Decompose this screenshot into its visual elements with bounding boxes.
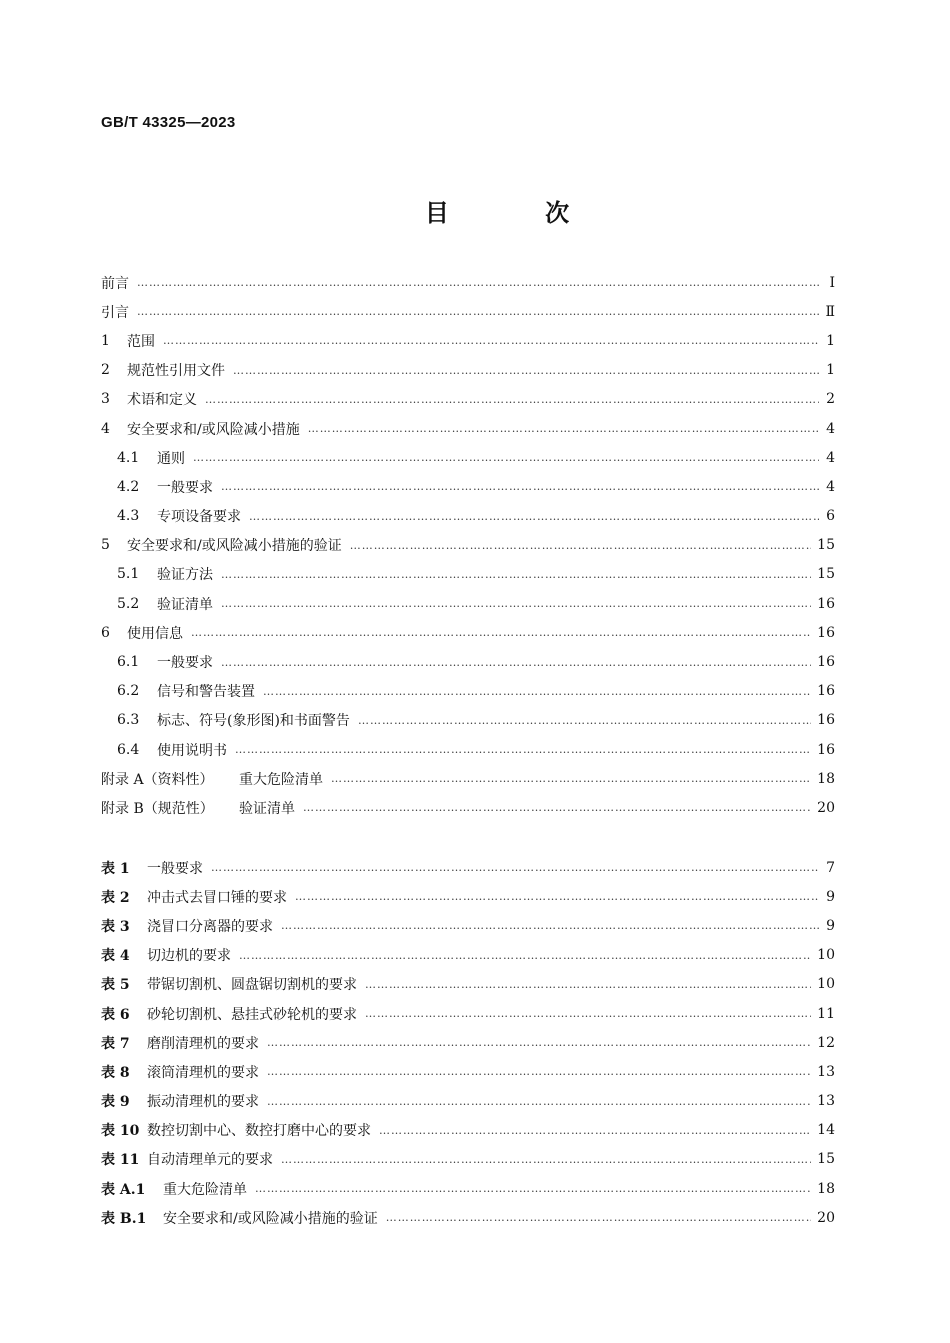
toc-entry-number: 1 [101, 332, 110, 349]
dot-leader [267, 1095, 811, 1108]
table-list-entry-page: 14 [817, 1122, 835, 1139]
dot-leader [365, 1007, 811, 1020]
toc-entry-number: 6.3 [117, 712, 140, 729]
toc-entry[interactable] [101, 618, 835, 647]
toc-entry[interactable] [101, 385, 835, 414]
table-list-entry-page: 10 [817, 976, 835, 993]
table-list-entry-title: 一般要求 [147, 860, 203, 877]
toc-entry-title: 使用信息 [127, 625, 183, 642]
toc-entry-title: 通则 [157, 450, 185, 467]
dot-leader [163, 334, 819, 347]
table-list-entry-title: 冲击式去冒口锤的要求 [147, 889, 287, 906]
table-list-entry-title: 滚筒清理机的要求 [147, 1064, 259, 1081]
table-list-entry[interactable] [101, 853, 835, 882]
table-list-entry-title: 磨削清理机的要求 [147, 1035, 259, 1052]
toc-entry-title: 前言 [101, 275, 129, 292]
toc-entry-page: 16 [817, 654, 835, 671]
table-list-entry-page: 12 [817, 1034, 835, 1051]
table-list-entry-page: 18 [817, 1180, 835, 1197]
dot-leader [235, 743, 811, 756]
table-list-entry-title: 数控切割中心、数控打磨中心的要求 [147, 1123, 371, 1140]
toc-entry[interactable] [101, 297, 835, 326]
table-list-entry-number: 表 5 [101, 977, 130, 994]
toc-entry-page: 16 [817, 624, 835, 641]
toc-entry[interactable] [101, 356, 835, 385]
toc-entry-title: 范围 [127, 333, 155, 350]
toc-entry[interactable] [101, 764, 835, 793]
toc-entry[interactable] [101, 502, 835, 531]
dot-leader [365, 978, 811, 991]
dot-leader [267, 1065, 811, 1078]
toc-entry[interactable] [101, 589, 835, 618]
toc-entry-title: 重大危险清单 [239, 771, 323, 788]
toc-entry-page: 4 [826, 449, 835, 466]
toc-entry-page: Ⅱ [825, 303, 835, 320]
table-list-entry-number: 表 6 [101, 1006, 130, 1023]
toc-entry-number: 2 [101, 362, 110, 379]
dot-leader [267, 1036, 811, 1049]
toc-entry-number: 3 [101, 391, 110, 408]
dot-leader [211, 861, 819, 874]
toc-entry-page: 6 [826, 508, 835, 525]
toc-entry-page: 18 [817, 770, 835, 787]
toc-entry-page: 16 [817, 741, 835, 758]
toc-entry-title: 规范性引用文件 [127, 363, 225, 380]
table-list-entry-page: 7 [826, 859, 835, 876]
dot-leader [303, 801, 811, 814]
dot-leader [281, 919, 819, 932]
toc-entry-title: 一般要求 [157, 655, 213, 672]
dot-leader [239, 949, 811, 962]
table-list-entry-number: 表 3 [101, 918, 130, 935]
table-list-entry-page: 13 [817, 1063, 835, 1080]
table-list-entry-number: 表 8 [101, 1064, 130, 1081]
page-title: 目 次 [424, 199, 614, 227]
table-list-entry[interactable] [101, 1057, 835, 1086]
toc-entry[interactable] [101, 443, 835, 472]
toc-entry-page: 20 [817, 799, 835, 816]
dot-leader [295, 890, 819, 903]
toc-entry[interactable] [101, 531, 835, 560]
dot-leader [379, 1124, 811, 1137]
toc-entry-title: 验证清单 [157, 596, 213, 613]
toc-entry-number: 6.1 [117, 654, 140, 671]
toc-entry-page: 15 [817, 537, 835, 554]
toc-entry[interactable] [101, 326, 835, 355]
dot-leader [331, 772, 811, 785]
table-list-entry-number: 表 B.1 [101, 1210, 147, 1227]
toc-entry-title: 安全要求和/或风险减小措施 [127, 421, 300, 438]
toc-entry-title: 专项设备要求 [157, 509, 241, 526]
table-list-entry-number: 表 11 [101, 1152, 140, 1169]
toc-entry-number: 6.4 [117, 741, 140, 758]
toc-entry[interactable] [101, 793, 835, 822]
table-list-entry-title: 自动清理单元的要求 [147, 1152, 273, 1169]
toc-entry-title: 引言 [101, 304, 129, 321]
toc-entry[interactable] [101, 414, 835, 443]
toc-entry[interactable] [101, 268, 835, 297]
toc-entry-page: 15 [817, 566, 835, 583]
toc-entry-page: Ⅰ [829, 274, 835, 291]
dot-leader [137, 305, 819, 318]
toc-entry-number: 5.2 [117, 595, 140, 612]
toc-entry-page: 1 [826, 362, 835, 379]
toc-entry-number: 4 [101, 420, 110, 437]
toc-entry-number: 附录 B（规范性） [101, 800, 214, 817]
dot-leader [205, 393, 819, 406]
toc-entry[interactable] [101, 560, 835, 589]
dot-leader [193, 451, 819, 464]
table-list-entry-page: 15 [817, 1151, 835, 1168]
table-list-entry[interactable] [101, 1087, 835, 1116]
table-list-entry-title: 砂轮切割机、悬挂式砂轮机的要求 [147, 1006, 357, 1023]
table-list-entry-title: 切边机的要求 [147, 948, 231, 965]
toc-entry-title: 验证清单 [239, 800, 295, 817]
toc-entry-title: 安全要求和/或风险减小措施的验证 [127, 538, 342, 555]
table-list-entry-title: 重大危险清单 [163, 1181, 247, 1198]
toc-entry-number: 4.1 [117, 449, 140, 466]
table-list-entry-number: 表 7 [101, 1035, 130, 1052]
toc-entry-page: 4 [826, 478, 835, 495]
toc-entry-title: 一般要求 [157, 479, 213, 496]
table-list-entry-title: 浇冒口分离器的要求 [147, 918, 273, 935]
table-list-entry[interactable] [101, 1174, 835, 1203]
toc-entry-number: 6.2 [117, 683, 140, 700]
table-list-entry-number: 表 4 [101, 948, 130, 965]
dot-leader [281, 1153, 811, 1166]
toc-entry-number: 4.2 [117, 478, 140, 495]
dot-leader [386, 1211, 811, 1224]
dot-leader [221, 480, 819, 493]
list-of-tables [101, 853, 835, 1232]
table-list-entry[interactable] [101, 882, 835, 911]
dot-leader [255, 1182, 811, 1195]
dot-leader [350, 539, 811, 552]
toc-entry-title: 信号和警告装置 [157, 684, 255, 701]
toc-entry-number: 6 [101, 624, 110, 641]
dot-leader [308, 422, 819, 435]
toc-entry[interactable] [101, 647, 835, 676]
table-list-entry[interactable] [101, 1028, 835, 1057]
table-of-contents [101, 268, 835, 823]
toc-entry[interactable] [101, 735, 835, 764]
table-list-entry[interactable] [101, 911, 835, 940]
dot-leader [221, 656, 811, 669]
dot-leader [233, 364, 819, 377]
dot-leader [137, 276, 819, 289]
table-list-entry-page: 11 [817, 1005, 835, 1022]
toc-entry-number: 5 [101, 537, 110, 554]
table-list-entry[interactable] [101, 941, 835, 970]
table-list-entry-page: 13 [817, 1093, 835, 1110]
dot-leader [191, 626, 811, 639]
table-list-entry[interactable] [101, 999, 835, 1028]
dot-leader [221, 568, 811, 581]
toc-entry[interactable] [101, 706, 835, 735]
dot-leader [221, 597, 811, 610]
toc-entry-page: 1 [826, 332, 835, 349]
toc-entry-page: 16 [817, 683, 835, 700]
toc-entry-page: 16 [817, 595, 835, 612]
table-list-entry[interactable] [101, 1203, 835, 1232]
table-list-entry-title: 安全要求和/或风险减小措施的验证 [163, 1210, 378, 1227]
toc-entry-number: 5.1 [117, 566, 140, 583]
toc-entry-number: 附录 A（资料性） [101, 771, 214, 788]
table-list-entry-number: 表 A.1 [101, 1181, 146, 1198]
toc-entry-title: 使用说明书 [157, 742, 227, 759]
toc-entry-page: 4 [826, 420, 835, 437]
table-list-entry-title: 带锯切割机、圆盘锯切割机的要求 [147, 977, 357, 994]
toc-entry-page: 2 [826, 391, 835, 408]
toc-entry[interactable] [101, 677, 835, 706]
toc-entry-title: 术语和定义 [127, 392, 197, 409]
toc-entry-title: 标志、符号(象形图)和书面警告 [157, 713, 350, 730]
table-list-entry-page: 20 [817, 1209, 835, 1226]
toc-entry-title: 验证方法 [157, 567, 213, 584]
toc-entry-number: 4.3 [117, 508, 140, 525]
toc-entry-page: 16 [817, 712, 835, 729]
table-list-entry-number: 表 9 [101, 1094, 130, 1111]
table-list-entry-number: 表 2 [101, 889, 130, 906]
standard-code: GB/T 43325—2023 [101, 114, 236, 131]
dot-leader [263, 685, 811, 698]
table-list-entry-title: 振动清理机的要求 [147, 1094, 259, 1111]
dot-leader [358, 714, 811, 727]
table-list-entry[interactable] [101, 1116, 835, 1145]
table-list-entry[interactable] [101, 1145, 835, 1174]
dot-leader [249, 510, 819, 523]
table-list-entry-page: 9 [826, 917, 835, 934]
table-list-entry-page: 9 [826, 888, 835, 905]
table-list-entry-page: 10 [817, 947, 835, 964]
table-list-entry[interactable] [101, 970, 835, 999]
toc-entry[interactable] [101, 472, 835, 501]
table-list-entry-number: 表 1 [101, 860, 130, 877]
table-list-entry-number: 表 10 [101, 1123, 140, 1140]
